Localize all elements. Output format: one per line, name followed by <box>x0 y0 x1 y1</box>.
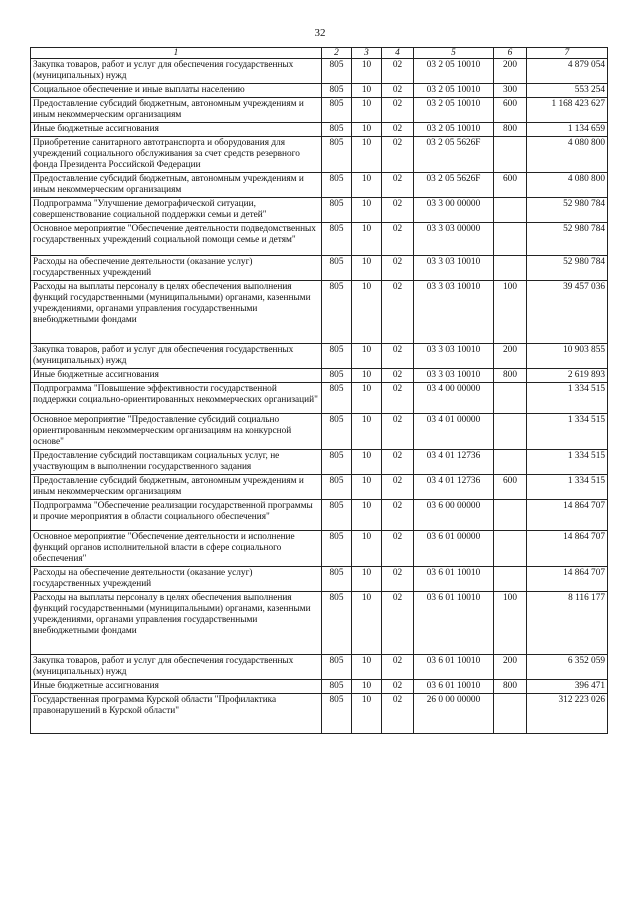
cell-name: Закупка товаров, работ и услуг для обеспечения государственных (муниципальных) нужд <box>31 344 322 369</box>
cell-name: Расходы на выплаты персоналу в целях обеспечения выполнения функций государственными (муниципальными) органами, казенными учреждениями, органами управления государственными внебюджетными фондами <box>31 281 322 344</box>
cell-sum: 4 080 800 <box>527 173 608 198</box>
table-row <box>31 223 608 256</box>
cell-pr: 02 <box>382 137 414 173</box>
cell-gr: 805 <box>322 475 352 500</box>
cell-vr <box>494 531 527 567</box>
cell-gr: 805 <box>322 344 352 369</box>
table-row <box>31 281 608 344</box>
cell-vr: 100 <box>494 281 527 344</box>
cell-rz: 10 <box>352 173 382 198</box>
cell-vr <box>494 414 527 450</box>
cell-rz: 10 <box>352 223 382 256</box>
cell-rz: 10 <box>352 369 382 383</box>
cell-gr: 805 <box>322 567 352 592</box>
cell-csr: 03 2 05 10010 <box>414 59 494 84</box>
table-row <box>31 369 608 383</box>
cell-sum: 4 879 054 <box>527 59 608 84</box>
cell-rz: 10 <box>352 531 382 567</box>
cell-rz: 10 <box>352 475 382 500</box>
cell-gr: 805 <box>322 500 352 531</box>
table-row <box>31 173 608 198</box>
cell-csr: 03 6 01 10010 <box>414 680 494 694</box>
table-row <box>31 655 608 680</box>
cell-gr: 805 <box>322 137 352 173</box>
cell-sum: 14 864 707 <box>527 500 608 531</box>
cell-sum: 52 980 784 <box>527 198 608 223</box>
cell-vr <box>494 223 527 256</box>
cell-sum: 553 254 <box>527 84 608 98</box>
budget-table <box>30 47 608 734</box>
cell-sum: 1 134 659 <box>527 123 608 137</box>
cell-vr <box>494 694 527 734</box>
cell-gr: 805 <box>322 655 352 680</box>
table-row <box>31 137 608 173</box>
cell-pr: 02 <box>382 450 414 475</box>
cell-sum: 14 864 707 <box>527 567 608 592</box>
cell-name: Иные бюджетные ассигнования <box>31 369 322 383</box>
cell-rz: 10 <box>352 500 382 531</box>
cell-gr: 805 <box>322 694 352 734</box>
table-row <box>31 694 608 734</box>
cell-vr <box>494 567 527 592</box>
col-header-name: 1 <box>31 48 322 59</box>
page-number: 32 <box>314 27 326 39</box>
cell-csr: 03 6 01 00000 <box>414 531 494 567</box>
header-row <box>31 48 608 59</box>
cell-vr <box>494 450 527 475</box>
cell-csr: 03 4 01 12736 <box>414 475 494 500</box>
table-row <box>31 414 608 450</box>
table-row <box>31 84 608 98</box>
cell-gr: 805 <box>322 223 352 256</box>
cell-vr: 200 <box>494 59 527 84</box>
col-header-vr: 6 <box>494 48 527 59</box>
cell-csr: 03 6 01 10010 <box>414 592 494 655</box>
cell-pr: 02 <box>382 173 414 198</box>
table-row <box>31 123 608 137</box>
cell-rz: 10 <box>352 59 382 84</box>
col-header-pr: 4 <box>382 48 414 59</box>
cell-name: Закупка товаров, работ и услуг для обеспечения государственных (муниципальных) нужд <box>31 59 322 84</box>
cell-sum: 1 168 423 627 <box>527 98 608 123</box>
cell-rz: 10 <box>352 414 382 450</box>
cell-name: Основное мероприятие "Предоставление субсидий социально ориентированным некоммерческим организациям на конкурсной основе" <box>31 414 322 450</box>
cell-rz: 10 <box>352 98 382 123</box>
cell-gr: 805 <box>322 256 352 281</box>
cell-name: Предоставление субсидий поставщикам социальных услуг, не участвующим в выполнении государственного задания <box>31 450 322 475</box>
cell-vr: 600 <box>494 475 527 500</box>
cell-gr: 805 <box>322 369 352 383</box>
cell-pr: 02 <box>382 198 414 223</box>
cell-csr: 03 4 00 00000 <box>414 383 494 414</box>
cell-sum: 52 980 784 <box>527 256 608 281</box>
cell-rz: 10 <box>352 680 382 694</box>
cell-name: Предоставление субсидий бюджетным, автономным учреждениям и иным некоммерческим организациям <box>31 475 322 500</box>
cell-name: Расходы на выплаты персоналу в целях обеспечения выполнения функций государственными (муниципальными) органами, казенными учреждениями, органами управления государственными внебюджетными фондами <box>31 592 322 655</box>
cell-gr: 805 <box>322 173 352 198</box>
cell-sum: 10 903 855 <box>527 344 608 369</box>
cell-rz: 10 <box>352 281 382 344</box>
cell-gr: 805 <box>322 123 352 137</box>
cell-name: Основное мероприятие "Обеспечение деятельности и исполнение функций органов исполнительной власти в сфере социального обеспечения" <box>31 531 322 567</box>
cell-name: Иные бюджетные ассигнования <box>31 123 322 137</box>
table-row <box>31 592 608 655</box>
table-row <box>31 344 608 369</box>
cell-name: Приобретение санитарного автотранспорта и оборудования для учреждений социального обслуживания за счет средств резервного фонда Президента Российской Федерации <box>31 137 322 173</box>
cell-vr: 800 <box>494 369 527 383</box>
cell-vr <box>494 256 527 281</box>
cell-rz: 10 <box>352 655 382 680</box>
cell-vr: 200 <box>494 344 527 369</box>
col-header-rz: 3 <box>352 48 382 59</box>
cell-pr: 02 <box>382 281 414 344</box>
cell-gr: 805 <box>322 198 352 223</box>
cell-vr: 600 <box>494 173 527 198</box>
cell-vr: 600 <box>494 98 527 123</box>
cell-csr: 03 2 05 10010 <box>414 123 494 137</box>
cell-pr: 02 <box>382 84 414 98</box>
cell-gr: 805 <box>322 84 352 98</box>
cell-name: Подпрограмма "Обеспечение реализации государственной программы и прочие мероприятия в области социального обеспечения" <box>31 500 322 531</box>
cell-sum: 14 864 707 <box>527 531 608 567</box>
cell-csr: 03 4 01 12736 <box>414 450 494 475</box>
cell-csr: 03 3 03 10010 <box>414 344 494 369</box>
cell-sum: 52 980 784 <box>527 223 608 256</box>
table-row <box>31 59 608 84</box>
cell-pr: 02 <box>382 567 414 592</box>
cell-pr: 02 <box>382 383 414 414</box>
table-row <box>31 531 608 567</box>
cell-name: Предоставление субсидий бюджетным, автономным учреждениям и иным некоммерческим организациям <box>31 173 322 198</box>
cell-sum: 8 116 177 <box>527 592 608 655</box>
cell-sum: 1 334 515 <box>527 383 608 414</box>
cell-sum: 4 080 800 <box>527 137 608 173</box>
cell-rz: 10 <box>352 694 382 734</box>
cell-name: Иные бюджетные ассигнования <box>31 680 322 694</box>
cell-rz: 10 <box>352 344 382 369</box>
cell-name: Закупка товаров, работ и услуг для обеспечения государственных (муниципальных) нужд <box>31 655 322 680</box>
cell-pr: 02 <box>382 592 414 655</box>
cell-gr: 805 <box>322 592 352 655</box>
table-row <box>31 680 608 694</box>
table-body <box>31 59 608 734</box>
table-row <box>31 198 608 223</box>
cell-sum: 2 619 893 <box>527 369 608 383</box>
cell-sum: 1 334 515 <box>527 414 608 450</box>
cell-rz: 10 <box>352 84 382 98</box>
cell-csr: 03 3 03 10010 <box>414 281 494 344</box>
cell-pr: 02 <box>382 59 414 84</box>
cell-rz: 10 <box>352 567 382 592</box>
cell-name: Предоставление субсидий бюджетным, автономным учреждениям и иным некоммерческим организациям <box>31 98 322 123</box>
cell-rz: 10 <box>352 123 382 137</box>
cell-name: Социальное обеспечение и иные выплаты населению <box>31 84 322 98</box>
cell-vr <box>494 500 527 531</box>
cell-rz: 10 <box>352 137 382 173</box>
cell-sum: 312 223 026 <box>527 694 608 734</box>
cell-vr: 800 <box>494 680 527 694</box>
cell-sum: 1 334 515 <box>527 475 608 500</box>
cell-pr: 02 <box>382 694 414 734</box>
cell-csr: 26 0 00 00000 <box>414 694 494 734</box>
cell-vr <box>494 198 527 223</box>
cell-csr: 03 4 01 00000 <box>414 414 494 450</box>
cell-name: Основное мероприятие "Обеспечение деятельности подведомственных государственных учреждений социальной помощи семье и детям" <box>31 223 322 256</box>
cell-pr: 02 <box>382 500 414 531</box>
cell-rz: 10 <box>352 256 382 281</box>
cell-pr: 02 <box>382 344 414 369</box>
cell-csr: 03 2 05 5626F <box>414 137 494 173</box>
cell-pr: 02 <box>382 655 414 680</box>
cell-name: Государственная программа Курской области "Профилактика правонарушений в Курской области" <box>31 694 322 734</box>
cell-csr: 03 6 01 10010 <box>414 655 494 680</box>
cell-csr: 03 2 05 5626F <box>414 173 494 198</box>
cell-sum: 1 334 515 <box>527 450 608 475</box>
col-header-sum: 7 <box>527 48 608 59</box>
cell-gr: 805 <box>322 450 352 475</box>
cell-name: Подпрограмма "Повышение эффективности государственной поддержки социально-ориентированных некоммерческих организаций" <box>31 383 322 414</box>
cell-vr: 100 <box>494 592 527 655</box>
cell-csr: 03 2 05 10010 <box>414 84 494 98</box>
cell-vr <box>494 137 527 173</box>
cell-rz: 10 <box>352 592 382 655</box>
cell-name: Подпрограмма "Улучшение демографической ситуации, совершенствование социальной поддержки семьи и детей" <box>31 198 322 223</box>
cell-vr: 800 <box>494 123 527 137</box>
cell-gr: 805 <box>322 59 352 84</box>
cell-rz: 10 <box>352 383 382 414</box>
col-header-gr: 2 <box>322 48 352 59</box>
cell-rz: 10 <box>352 198 382 223</box>
table-row <box>31 256 608 281</box>
cell-pr: 02 <box>382 414 414 450</box>
cell-gr: 805 <box>322 414 352 450</box>
cell-vr: 200 <box>494 655 527 680</box>
table-row <box>31 500 608 531</box>
cell-csr: 03 2 05 10010 <box>414 98 494 123</box>
table-row <box>31 475 608 500</box>
cell-gr: 805 <box>322 680 352 694</box>
cell-csr: 03 3 03 10010 <box>414 369 494 383</box>
cell-sum: 396 471 <box>527 680 608 694</box>
table-row <box>31 450 608 475</box>
cell-pr: 02 <box>382 123 414 137</box>
cell-pr: 02 <box>382 369 414 383</box>
cell-pr: 02 <box>382 98 414 123</box>
cell-name: Расходы на обеспечение деятельности (оказание услуг) государственных учреждений <box>31 567 322 592</box>
cell-csr: 03 6 01 10010 <box>414 567 494 592</box>
cell-name: Расходы на обеспечение деятельности (оказание услуг) государственных учреждений <box>31 256 322 281</box>
table-row <box>31 383 608 414</box>
cell-pr: 02 <box>382 531 414 567</box>
cell-pr: 02 <box>382 256 414 281</box>
cell-pr: 02 <box>382 680 414 694</box>
col-header-csr: 5 <box>414 48 494 59</box>
cell-pr: 02 <box>382 475 414 500</box>
table-row <box>31 98 608 123</box>
cell-vr <box>494 383 527 414</box>
cell-rz: 10 <box>352 450 382 475</box>
cell-csr: 03 3 03 00000 <box>414 223 494 256</box>
cell-csr: 03 3 00 00000 <box>414 198 494 223</box>
cell-sum: 6 352 059 <box>527 655 608 680</box>
cell-csr: 03 6 00 00000 <box>414 500 494 531</box>
cell-gr: 805 <box>322 383 352 414</box>
table-row <box>31 567 608 592</box>
cell-gr: 805 <box>322 531 352 567</box>
cell-vr: 300 <box>494 84 527 98</box>
cell-pr: 02 <box>382 223 414 256</box>
cell-gr: 805 <box>322 281 352 344</box>
cell-sum: 39 457 036 <box>527 281 608 344</box>
cell-gr: 805 <box>322 98 352 123</box>
cell-csr: 03 3 03 10010 <box>414 256 494 281</box>
